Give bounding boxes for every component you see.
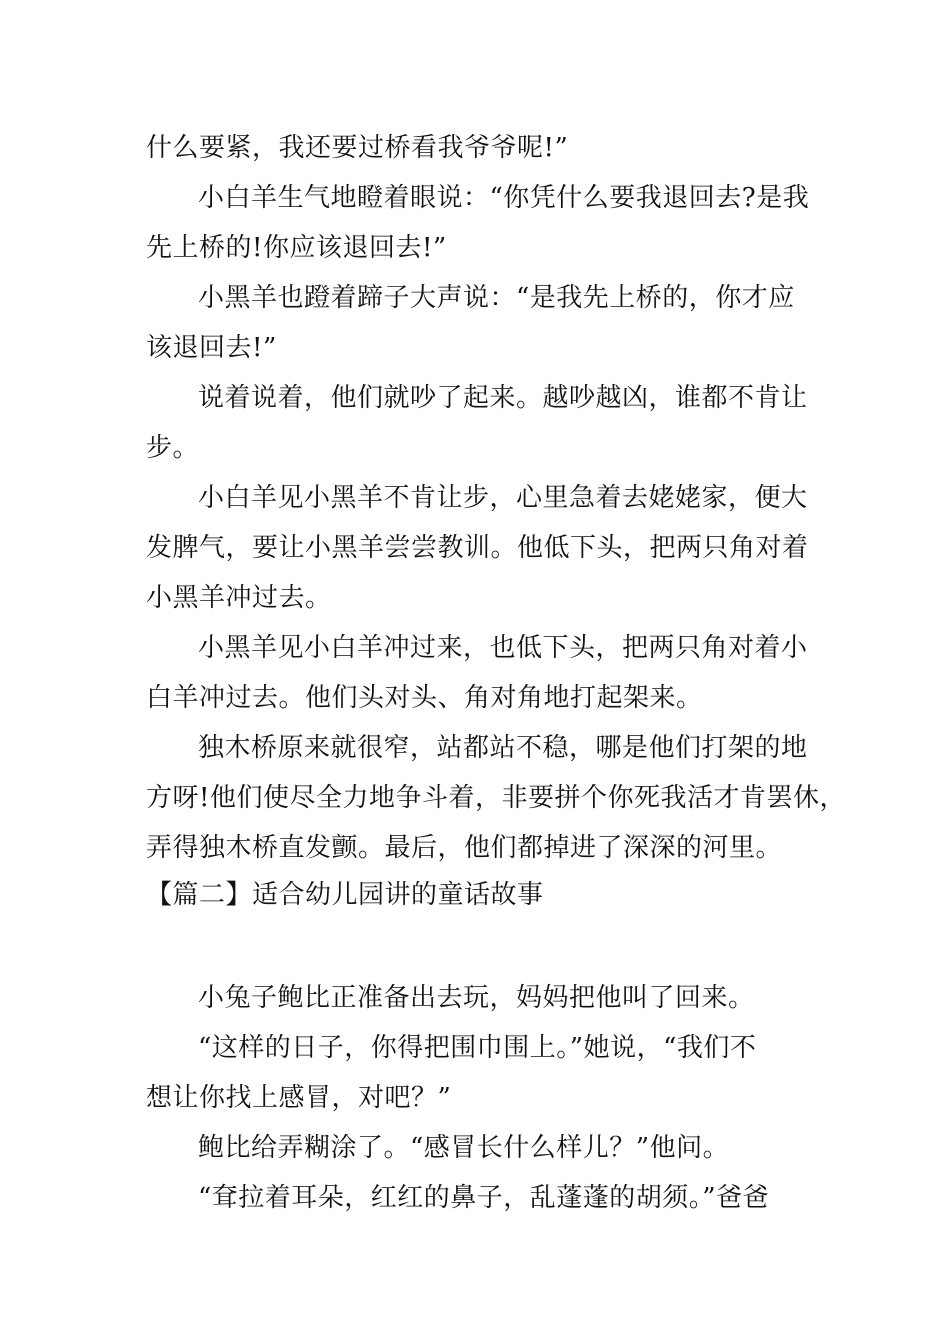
text-line: “耷拉着耳朵，红红的鼻子，乱蓬蓬的胡须。”爸爸 <box>198 1183 770 1213</box>
text-line: 小黑羊冲过去。 <box>146 583 332 613</box>
text-line: 说着说着，他们就吵了起来。越吵越凶，谁都不肯让 <box>198 383 808 413</box>
text-line: “这样的日子，你得把围巾围上。”她说，“我们不 <box>198 1033 757 1063</box>
text-line: 发脾气，要让小黑羊尝尝教训。他低下头，把两只角对着 <box>146 533 809 563</box>
section-heading: 【篇二】适合幼儿园讲的童话故事 <box>146 880 544 910</box>
text-line: 方呀!他们使尽全力地争斗着，非要拼个你死我活才肯罢休， <box>146 783 846 813</box>
text-line: 该退回去!” <box>146 333 277 363</box>
text-line: 小黑羊也蹬着蹄子大声说：“是我先上桥的，你才应 <box>198 283 795 313</box>
text-line: 独木桥原来就很窄，站都站不稳，哪是他们打架的地 <box>198 733 808 763</box>
text-line: 先上桥的!你应该退回去!” <box>146 233 447 263</box>
text-line: 小白羊生气地瞪着眼说：“你凭什么要我退回去?是我 <box>198 183 810 213</box>
text-line: 步。 <box>146 433 200 463</box>
text-line: 什么要紧，我还要过桥看我爷爷呢!” <box>146 133 569 163</box>
text-line: 想让你找上感冒，对吧？” <box>146 1083 452 1113</box>
text-line: 小白羊见小黑羊不肯让步，心里急着去姥姥家，便大 <box>198 483 808 513</box>
text-line: 鲍比给弄糊涂了。“感冒长什么样儿？”他问。 <box>198 1133 730 1163</box>
text-line: 小兔子鲍比正准备出去玩，妈妈把他叫了回来。 <box>198 983 755 1013</box>
text-line: 弄得独木桥直发颤。最后，他们都掉进了深深的河里。 <box>146 833 783 863</box>
text-line: 白羊冲过去。他们头对头、角对角地打起架来。 <box>146 683 703 713</box>
text-line: 小黑羊见小白羊冲过来，也低下头，把两只角对着小 <box>198 633 808 663</box>
